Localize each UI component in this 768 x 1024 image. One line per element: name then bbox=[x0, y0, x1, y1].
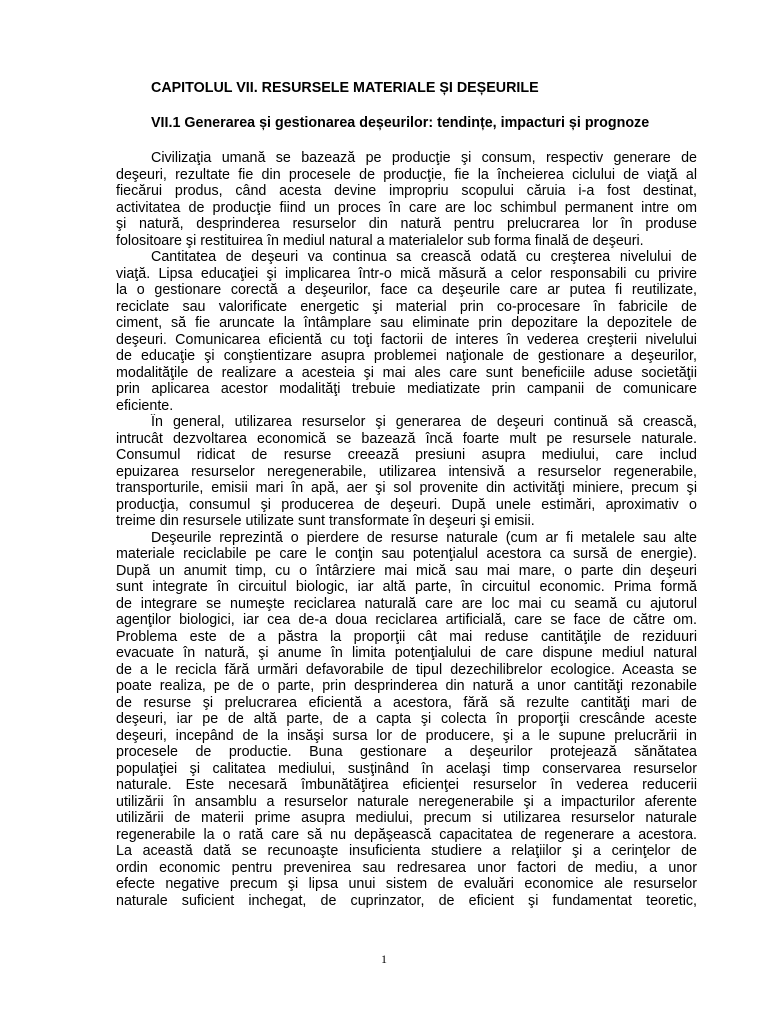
body-line: agenţilor biologici, iar cea de-a doua reciclarea artificială, care se face de către om. bbox=[116, 612, 697, 628]
body-line: de integrare se numeşte reciclarea naturală care are loc mai cu seamă cu ajutorul bbox=[116, 595, 697, 612]
body-line: utilizării de materii prime asupra mediului, precum si utilizarea resurselor naturale bbox=[116, 810, 697, 826]
body-line: ordin economic pentru prevenirea sau redresarea unor factori de mediu, a unor bbox=[116, 859, 697, 876]
page-number: 1 bbox=[381, 952, 387, 966]
body-line: deşeuri, iar pe de altă parte, de a capta şi colecta în proporţii crescânde aceste bbox=[116, 711, 697, 727]
body-line: viaţă. Lipsa educaţiei şi implicarea într-o mică măsură a celor responsabili cu privire bbox=[116, 265, 697, 282]
body-line: sunt integrate în circuitul biologic, iar altă parte, în circuitul economic. Prima formă bbox=[116, 579, 697, 595]
section-title: VII.1 Generarea și gestionarea deșeurilor: tendințe, impacturi și prognoze bbox=[151, 115, 650, 131]
body-line: regenerabile la o rată care să nu depăşească capacitatea de regenerare a acestora. bbox=[116, 826, 697, 843]
body-line: de a le recicla fără urmări defavorabile de tipul dezechilibrelor ecologice. Aceasta se bbox=[116, 661, 697, 678]
body-line: intrucât dezvoltarea economică se bazează încă foarte mult pe resursele naturale. bbox=[116, 430, 697, 447]
body-line: treime din resursele utilizate sunt transformate în deşeuri şi emisii. bbox=[116, 513, 535, 529]
body-line: reciclate sau valorificate energetic şi material prin co-procesare în fabricile de bbox=[116, 298, 697, 315]
body-line: de resurse şi prelucrarea eficientă a acestora, fără să rezulte cantităţi mari de bbox=[116, 694, 697, 711]
body-line: Deşeurile reprezintă o pierdere de resurse naturale (cum ar fi metalele sau alte bbox=[151, 529, 697, 546]
body-line: populaţiei şi calitatea mediului, susţinând în acelaşi timp conservarea resurselor bbox=[116, 760, 697, 777]
body-line: efecte negative precum şi lipsa unui sistem de evaluări economice ale resurselor bbox=[116, 876, 697, 892]
body-line: fiecărui produs, când acesta devine impropriu scopului căruia i-a fost destinat, bbox=[116, 183, 697, 199]
body-line: evacuate în natură, şi anume în limita potenţialului de care dispune mediul natural bbox=[116, 645, 697, 661]
chapter-title: CAPITOLUL VII. RESURSELE MATERIALE ȘI DEȘEURILE bbox=[151, 80, 539, 96]
body-line: activitatea de producţie fiind un proces în care are loc schimbul permanent intre om bbox=[116, 199, 697, 216]
body-line: modalităţile de realizare a acesteia şi mai ales care sunt beneficiile aduse societăţii bbox=[116, 364, 697, 381]
body-line: Cantitatea de deşeuri va continua sa crească odată cu creşterea nivelului de bbox=[151, 249, 697, 265]
body-line: producţia, consumul şi producerea de deşeuri. După unele estimări, aproximativ o bbox=[116, 496, 697, 513]
body-line: naturale suficient inchegat, de cuprinzator, de eficient şi fundamentat teoretic, bbox=[116, 892, 697, 909]
body-line: eficiente. bbox=[116, 397, 174, 414]
body-line: Civilizaţia umană se bazează pe producţie şi consum, respectiv generare de bbox=[151, 150, 697, 166]
body-line: materiale reciclabile pe care le conţin sau potenţialul acestora ca sursă de energie). bbox=[116, 546, 697, 562]
body-line: naturale. Este necesară îmbunătăţirea eficienţei resurselor în vederea reducerii bbox=[116, 777, 697, 793]
body-line: deşeuri, rezultate fie din procesele de producţie, fie la încheierea ciclului de viaţă al bbox=[116, 166, 697, 183]
body-line: procesele de productie. Buna gestionare a deşeurilor protejează sănătatea bbox=[116, 744, 697, 760]
body-text bbox=[116, 150, 697, 909]
body-line: epuizarea resurselor neregenerabile, utilizarea intensivă a resurselor regenerabile, bbox=[116, 463, 697, 480]
body-line: transporturile, emisii mari în apă, aer şi sol provenite din activităţi miniere, precum şi bbox=[116, 480, 697, 496]
body-line: deşeuri. Comunicarea eficientă cu toţi factorii de interes în vederea creşterii nivelului bbox=[116, 331, 697, 348]
page-content bbox=[116, 80, 697, 909]
body-line: ciment, să fie aruncate la întâmplare sau eliminate prin depozitare la depozitele de bbox=[116, 315, 697, 331]
body-line: În general, utilizarea resurselor şi generarea de deşeuri continuă să crească, bbox=[151, 414, 697, 430]
body-line: şi natură, desprinderea resurselor din natură pentru prelucrarea lor în produse bbox=[116, 216, 697, 232]
body-line: deşeuri, incepând de la insăşi sursa lor de producere, şi a le supune prelucrării in bbox=[116, 727, 697, 744]
body-line: la o gestionare corectă a deşeurilor, face ca deşeurile care ar putea fi reutilizate, bbox=[116, 282, 697, 298]
body-line: Consumul ridicat de resurse creează presiuni asupra mediului, care includ bbox=[116, 447, 697, 463]
body-line: poate realiza, pe de o parte, prin desprinderea din natură a unor cantităţi rezonabile bbox=[116, 678, 697, 694]
body-line: La această dată se recunoaşte insuficienta studiere a relaţiilor şi a cerinţelor de bbox=[116, 843, 697, 859]
body-line: prin aplicarea acestor modalităţi trebuie mediatizate prin campanii de comunicare bbox=[116, 381, 697, 397]
body-line: utilizării în ansamblu a resurselor naturale neregenerabile şi a impacturilor aferente bbox=[116, 793, 697, 810]
body-line: Problema este de a păstra la proporţii cât mai reduse cantităţile de reziduuri bbox=[116, 628, 697, 645]
body-line: folositoare şi restituirea în mediul natural a materialelor sub forma finală de deşeuri. bbox=[116, 232, 644, 249]
body-line: După un anumit timp, cu o întârziere mai mică sau mai mare, o parte din deşeuri bbox=[116, 562, 697, 579]
body-line: de educaţie şi conştientizare asupra problemei naţionale de gestionare a deşeurilor, bbox=[116, 348, 697, 364]
